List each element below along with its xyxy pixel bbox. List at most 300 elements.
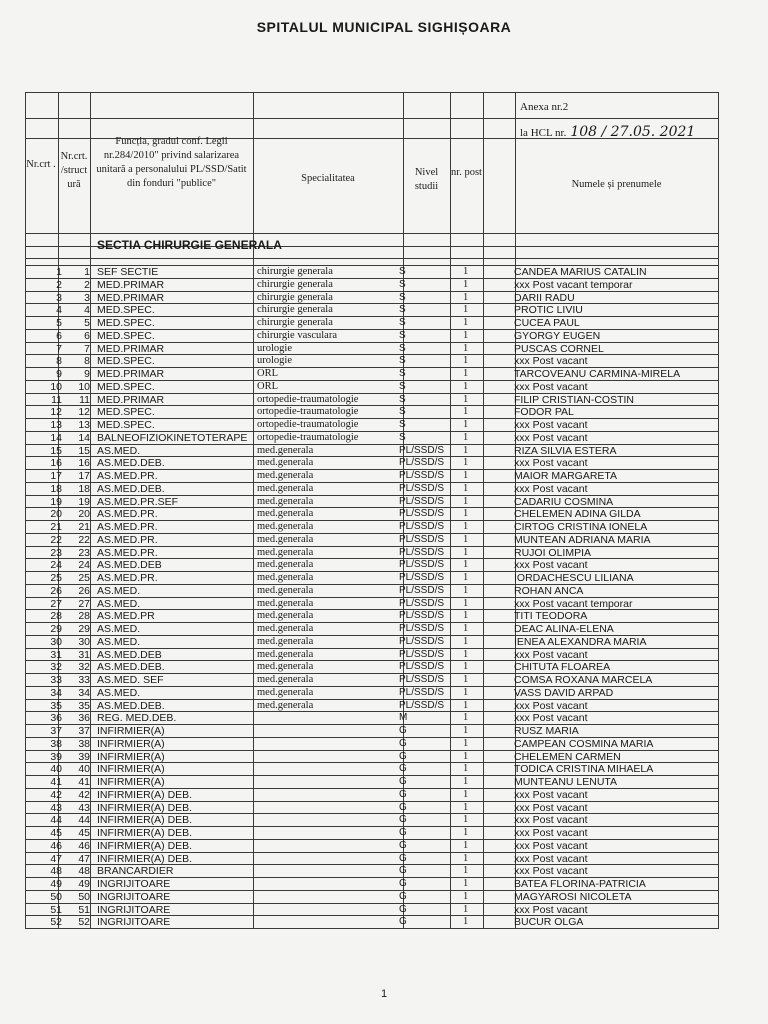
table-row <box>25 623 718 636</box>
nr-cell: 25 <box>50 572 62 584</box>
struct-nr-cell: 11 <box>79 393 90 406</box>
name-cell: BUCUR OLGA <box>514 916 584 929</box>
level-cell: G <box>399 890 407 902</box>
nr-cell: 14 <box>50 431 62 444</box>
table-row <box>25 649 718 662</box>
nr-cell: 34 <box>50 686 62 699</box>
level-cell: S <box>399 380 406 392</box>
name-cell: COMSA ROXANA MARCELA <box>514 674 653 686</box>
nr-cell: 10 <box>50 380 62 393</box>
level-cell: PL/SSD/S <box>399 559 445 571</box>
level-cell: PL/SSD/S <box>399 623 445 634</box>
post-count-cell: 1 <box>463 852 469 864</box>
struct-nr-cell: 24 <box>78 559 90 572</box>
grid-line <box>718 92 719 929</box>
post-count-cell: 1 <box>463 559 469 571</box>
function-cell: MED.SPEC. <box>97 329 155 342</box>
struct-nr-cell: 5 <box>84 317 90 329</box>
table-row <box>25 496 718 509</box>
level-cell: G <box>399 737 407 749</box>
function-cell: REG. MED.DEB. <box>97 712 177 725</box>
table-row <box>25 279 718 292</box>
level-cell: G <box>399 865 407 877</box>
struct-nr-cell: 43 <box>78 801 90 814</box>
table-row <box>25 547 718 560</box>
specialty-cell: med.generala <box>257 635 314 647</box>
level-cell: G <box>399 801 407 813</box>
struct-nr-cell: 35 <box>78 699 90 712</box>
level-cell: S <box>399 355 406 367</box>
post-count-cell: 1 <box>463 355 469 367</box>
name-cell: IORDACHESCU LILIANA <box>514 572 634 584</box>
table-row <box>25 610 718 623</box>
table-row <box>25 483 718 496</box>
struct-nr-cell: 28 <box>78 610 90 623</box>
specialty-cell: chirurgie generala <box>257 317 333 328</box>
function-cell: MED.PRIMAR <box>97 342 165 355</box>
level-cell: PL/SSD/S <box>399 661 445 673</box>
nr-cell: 47 <box>50 852 62 865</box>
function-cell: INFIRMIER(A) <box>97 763 165 776</box>
post-count-cell: 1 <box>463 470 469 481</box>
level-cell: PL/SSD/S <box>399 457 445 469</box>
post-count-cell: 1 <box>463 482 469 494</box>
function-cell: AS.MED.DEB. <box>97 457 165 470</box>
name-cell: xxx Post vacant temporar <box>514 597 633 610</box>
nr-cell: 45 <box>50 827 62 839</box>
level-cell: G <box>399 839 407 851</box>
function-cell: AS.MED.PR. <box>97 546 158 559</box>
name-cell: GYORGY EUGEN <box>514 329 601 342</box>
nr-cell: 28 <box>50 610 62 623</box>
name-cell: RUJOI OLIMPIA <box>514 546 592 559</box>
level-cell: S <box>399 317 406 328</box>
function-cell: AS.MED.PR. <box>97 470 158 482</box>
struct-nr-cell: 36 <box>78 712 90 725</box>
name-cell: CIRTOG CRISTINA IONELA <box>514 521 648 533</box>
struct-nr-cell: 25 <box>78 572 90 584</box>
nr-cell: 16 <box>50 457 62 470</box>
specialty-cell: med.generala <box>257 623 314 634</box>
table-row <box>25 368 718 381</box>
level-cell: PL/SSD/S <box>399 610 445 622</box>
struct-nr-cell: 15 <box>78 444 90 457</box>
name-cell: CHITUTA FLOAREA <box>514 661 611 674</box>
post-count-cell: 1 <box>463 368 469 379</box>
name-cell: CADARIU COSMINA <box>514 495 614 508</box>
post-count-cell: 1 <box>463 278 469 290</box>
function-cell: AS.MED. <box>97 623 141 635</box>
table-row <box>25 738 718 751</box>
header-nr-crt: Nr.crt . <box>26 159 56 170</box>
table-row <box>25 789 718 802</box>
table-row <box>25 725 718 738</box>
name-cell: DARII RADU <box>514 291 575 304</box>
grid-line <box>25 258 718 259</box>
nr-cell: 5 <box>56 317 62 329</box>
table-row <box>25 802 718 815</box>
function-cell: INFIRMIER(A) DEB. <box>97 801 193 814</box>
specialty-cell: med.generala <box>257 597 314 609</box>
page-number: 1 <box>380 988 388 1000</box>
post-count-cell: 1 <box>463 572 469 583</box>
struct-nr-cell: 52 <box>78 916 90 929</box>
name-cell: xxx Post vacant <box>514 431 588 444</box>
table-row <box>25 394 718 407</box>
level-cell: G <box>399 725 407 736</box>
nr-cell: 26 <box>50 584 62 597</box>
level-cell: PL/SSD/S <box>399 470 445 481</box>
name-cell: CHELEMEN CARMEN <box>514 750 621 763</box>
post-count-cell: 1 <box>463 648 469 660</box>
specialty-cell: med.generala <box>257 559 314 571</box>
specialty-cell: chirurgie generala <box>257 304 333 316</box>
struct-nr-cell: 42 <box>78 788 90 801</box>
post-count-cell: 1 <box>463 393 469 405</box>
function-cell: MED.SPEC. <box>97 317 155 329</box>
post-count-cell: 1 <box>463 623 469 634</box>
name-cell: xxx Post vacant <box>514 852 588 865</box>
post-count-cell: 1 <box>463 495 469 507</box>
struct-nr-cell: 40 <box>78 763 90 776</box>
specialty-cell: urologie <box>257 355 292 367</box>
nr-cell: 23 <box>50 546 62 559</box>
function-cell: AS.MED. <box>97 444 141 457</box>
nr-cell: 30 <box>50 635 62 648</box>
header-nr-post: nr. post <box>451 167 482 178</box>
level-cell: PL/SSD/S <box>399 495 445 507</box>
nr-cell: 15 <box>50 444 62 457</box>
post-count-cell: 1 <box>463 342 469 354</box>
nr-cell: 6 <box>56 329 62 342</box>
post-count-cell: 1 <box>463 546 469 558</box>
struct-nr-cell: 27 <box>78 597 90 610</box>
post-count-cell: 1 <box>463 890 469 902</box>
specialty-cell: med.generala <box>257 470 314 481</box>
table-row <box>25 598 718 611</box>
function-cell: INFIRMIER(A) <box>97 725 165 737</box>
table-row <box>25 700 718 713</box>
function-cell: INGRIJITOARE <box>97 903 171 916</box>
specialty-cell: med.generala <box>257 610 314 622</box>
level-cell: PL/SSD/S <box>399 686 445 698</box>
function-cell: AS.MED. <box>97 686 141 699</box>
function-cell: INFIRMIER(A) DEB. <box>97 827 193 839</box>
post-count-cell: 1 <box>463 903 469 915</box>
level-cell: S <box>399 406 406 418</box>
function-cell: AS.MED.DEB. <box>97 699 165 712</box>
level-cell: S <box>399 278 406 290</box>
function-cell: INGRIJITOARE <box>97 878 171 890</box>
post-count-cell: 1 <box>463 406 469 418</box>
post-count-cell: 1 <box>463 674 469 685</box>
struct-nr-cell: 33 <box>78 674 90 686</box>
name-cell: VASS DAVID ARPAD <box>514 686 614 699</box>
table-row <box>25 827 718 840</box>
name-cell: xxx Post vacant <box>514 865 588 878</box>
name-cell: xxx Post vacant <box>514 801 588 814</box>
struct-nr-cell: 49 <box>78 878 90 890</box>
name-cell: CANDEA MARIUS CATALIN <box>514 266 647 278</box>
grid-line <box>25 233 718 234</box>
struct-nr-cell: 9 <box>84 368 90 380</box>
post-count-cell: 1 <box>463 635 469 647</box>
specialty-cell: ORL <box>257 380 278 392</box>
specialty-cell: med.generala <box>257 495 314 507</box>
post-count-cell: 1 <box>463 827 469 838</box>
nr-cell: 20 <box>50 508 62 521</box>
table-row <box>25 534 718 547</box>
name-cell: xxx Post vacant <box>514 355 588 368</box>
nr-cell: 24 <box>50 559 62 572</box>
post-count-cell: 1 <box>463 304 469 316</box>
post-count-cell: 1 <box>463 916 469 928</box>
name-cell: xxx Post vacant <box>514 839 588 852</box>
struct-nr-cell: 38 <box>78 737 90 750</box>
table-row <box>25 853 718 866</box>
function-cell: MED.SPEC. <box>97 355 155 368</box>
table-row <box>25 585 718 598</box>
specialty-cell: med.generala <box>257 444 314 456</box>
name-cell: DEAC ALINA-ELENA <box>514 623 614 635</box>
function-cell: AS.MED.PR.SEF <box>97 495 179 508</box>
table-row <box>25 712 718 725</box>
name-cell: FODOR PAL <box>514 406 574 419</box>
specialty-cell: med.generala <box>257 482 314 494</box>
function-cell: MED.SPEC. <box>97 419 155 431</box>
post-count-cell: 1 <box>463 521 469 532</box>
specialty-cell: chirurgie generala <box>257 278 333 290</box>
name-cell: CHELEMEN ADINA GILDA <box>514 508 641 521</box>
table-row <box>25 432 718 445</box>
nr-cell: 38 <box>50 737 62 750</box>
function-cell: INGRIJITOARE <box>97 916 171 929</box>
function-cell: AS.MED. SEF <box>97 674 164 686</box>
nr-cell: 29 <box>50 623 62 635</box>
nr-cell: 8 <box>56 355 62 368</box>
specialty-cell: med.generala <box>257 457 314 469</box>
struct-nr-cell: 10 <box>78 380 90 393</box>
post-count-cell: 1 <box>463 801 469 813</box>
struct-nr-cell: 18 <box>78 482 90 495</box>
post-count-cell: 1 <box>463 865 469 877</box>
function-cell: INFIRMIER(A) DEB. <box>97 852 193 865</box>
struct-nr-cell: 13 <box>78 419 90 431</box>
table-row <box>25 865 718 878</box>
header-nr-struct: Nr.crt. /struct ură <box>60 151 88 190</box>
header-nivel-studii: Nivel studii <box>414 167 439 192</box>
struct-nr-cell: 22 <box>78 533 90 546</box>
function-cell: MED.SPEC. <box>97 304 155 317</box>
name-cell: BATEA FLORINA-PATRICIA <box>514 878 646 890</box>
function-cell: AS.MED.PR <box>97 610 155 623</box>
function-cell: AS.MED.PR. <box>97 521 158 533</box>
nr-cell: 35 <box>50 699 62 712</box>
level-cell: S <box>399 329 406 341</box>
function-cell: AS.MED.DEB <box>97 648 162 661</box>
post-count-cell: 1 <box>463 699 469 711</box>
function-cell: MED.PRIMAR <box>97 368 165 380</box>
table-row <box>25 891 718 904</box>
table-row <box>25 521 718 534</box>
struct-nr-cell: 19 <box>78 495 90 508</box>
post-count-cell: 1 <box>463 597 469 609</box>
struct-nr-cell: 45 <box>78 827 90 839</box>
nr-cell: 13 <box>50 419 62 431</box>
struct-nr-cell: 31 <box>78 648 90 661</box>
level-cell: S <box>399 342 406 354</box>
table-row <box>25 916 718 929</box>
struct-nr-cell: 6 <box>84 329 90 342</box>
name-cell: xxx Post vacant temporar <box>514 278 633 291</box>
nr-cell: 19 <box>50 495 62 508</box>
level-cell: S <box>399 304 406 316</box>
header-functia: Funcția, gradul conf. Legii nr.284/2010" privind salarizarea unitară a personalului PL/SSD/Satit din fonduri "publice" <box>96 136 247 189</box>
header-nume-prenume: Numele și prenumele <box>571 179 662 190</box>
name-cell: xxx Post vacant <box>514 457 588 470</box>
level-cell: G <box>399 903 407 915</box>
struct-nr-cell: 37 <box>78 725 90 737</box>
name-cell: PROTIC LIVIU <box>514 304 583 317</box>
function-cell: AS.MED. <box>97 635 141 648</box>
specialty-cell: med.generala <box>257 508 314 520</box>
function-cell: INFIRMIER(A) <box>97 776 165 788</box>
table-row <box>25 266 718 279</box>
table-row <box>25 292 718 305</box>
struct-nr-cell: 34 <box>78 686 90 699</box>
section-heading: SECTIA CHIRURGIE GENERALA <box>97 238 282 252</box>
name-cell: MUNTEANU LENUTA <box>514 776 618 788</box>
function-cell: AS.MED.PR. <box>97 533 158 546</box>
specialty-cell: med.generala <box>257 584 314 596</box>
post-count-cell: 1 <box>463 610 469 622</box>
level-cell: G <box>399 878 407 889</box>
function-cell: INFIRMIER(A) DEB. <box>97 839 193 852</box>
level-cell: PL/SSD/S <box>399 546 445 558</box>
level-cell: S <box>399 266 406 277</box>
name-cell: RIZA SILVIA ESTERA <box>514 444 617 457</box>
struct-nr-cell: 16 <box>78 457 90 470</box>
post-count-cell: 1 <box>463 712 469 724</box>
table-row <box>25 304 718 317</box>
function-cell: INFIRMIER(A) <box>97 750 165 763</box>
function-cell: MED.PRIMAR <box>97 393 165 406</box>
table-row <box>25 355 718 368</box>
function-cell: MED.PRIMAR <box>97 291 165 304</box>
struct-nr-cell: 29 <box>78 623 90 635</box>
level-cell: M <box>399 712 408 724</box>
struct-nr-cell: 30 <box>78 635 90 648</box>
function-cell: BRANCARDIER <box>97 865 174 878</box>
level-cell: G <box>399 814 407 826</box>
struct-nr-cell: 50 <box>78 890 90 903</box>
level-cell: PL/SSD/S <box>399 482 445 494</box>
table-row <box>25 343 718 356</box>
nr-cell: 21 <box>50 521 62 533</box>
nr-cell: 7 <box>56 342 62 355</box>
specialty-cell: ORL <box>257 368 278 379</box>
name-cell: xxx Post vacant <box>514 419 588 431</box>
name-cell: RUSZ MARIA <box>514 725 579 737</box>
nr-cell: 49 <box>50 878 62 890</box>
struct-nr-cell: 2 <box>84 278 90 291</box>
specialty-cell: med.generala <box>257 533 314 545</box>
struct-nr-cell: 46 <box>78 839 90 852</box>
nr-cell: 51 <box>50 903 62 916</box>
specialty-cell: med.generala <box>257 661 314 673</box>
nr-cell: 12 <box>50 406 62 419</box>
name-cell: xxx Post vacant <box>514 712 588 725</box>
specialty-cell: med.generala <box>257 674 314 685</box>
table-row <box>25 330 718 343</box>
level-cell: S <box>399 291 406 303</box>
struct-nr-cell: 47 <box>78 852 90 865</box>
name-cell: MAIOR MARGARETA <box>514 470 618 482</box>
function-cell: AS.MED. <box>97 597 141 610</box>
function-cell: SEF SECTIE <box>97 266 159 278</box>
post-count-cell: 1 <box>463 725 469 736</box>
nr-cell: 48 <box>50 865 62 878</box>
specialty-cell: med.generala <box>257 572 314 583</box>
table-row <box>25 674 718 687</box>
nr-cell: 4 <box>56 304 62 317</box>
nr-cell: 41 <box>50 776 62 788</box>
level-cell: PL/SSD/S <box>399 521 445 532</box>
name-cell: TODICA CRISTINA MIHAELA <box>514 763 654 776</box>
post-count-cell: 1 <box>463 750 469 762</box>
hcl-prefix: la HCL nr. <box>520 127 567 139</box>
post-count-cell: 1 <box>463 457 469 469</box>
nr-cell: 11 <box>51 393 62 406</box>
struct-nr-cell: 44 <box>78 814 90 827</box>
specialty-cell: ortopedie-traumatologie <box>257 419 359 430</box>
level-cell: PL/SSD/S <box>399 444 445 456</box>
nr-cell: 46 <box>50 839 62 852</box>
post-count-cell: 1 <box>463 317 469 328</box>
name-cell: MAGYAROSI NICOLETA <box>514 890 632 903</box>
header-specialitatea: Specialitatea <box>301 173 355 184</box>
grid-line <box>25 118 718 119</box>
level-cell: PL/SSD/S <box>399 597 445 609</box>
name-cell: xxx Post vacant <box>514 788 588 801</box>
function-cell: INGRIJITOARE <box>97 890 171 903</box>
specialty-cell: urologie <box>257 342 292 354</box>
struct-nr-cell: 26 <box>78 584 90 597</box>
post-count-cell: 1 <box>463 533 469 545</box>
name-cell: xxx Post vacant <box>514 380 588 393</box>
post-count-cell: 1 <box>463 431 469 443</box>
table-row <box>25 687 718 700</box>
struct-nr-cell: 20 <box>78 508 90 521</box>
post-count-cell: 1 <box>463 814 469 826</box>
table-row <box>25 470 718 483</box>
specialty-cell: ortopedie-traumatologie <box>257 393 359 405</box>
post-count-cell: 1 <box>463 686 469 698</box>
function-cell: INFIRMIER(A) DEB. <box>97 814 193 827</box>
level-cell: PL/SSD/S <box>399 572 445 583</box>
post-count-cell: 1 <box>463 839 469 851</box>
table-row <box>25 572 718 585</box>
struct-nr-cell: 1 <box>84 266 90 278</box>
post-count-cell: 1 <box>463 329 469 341</box>
post-count-cell: 1 <box>463 878 469 889</box>
table-row <box>25 559 718 572</box>
function-cell: MED.SPEC. <box>97 406 155 419</box>
function-cell: MED.SPEC. <box>97 380 155 393</box>
nr-cell: 27 <box>50 597 62 610</box>
post-count-cell: 1 <box>463 584 469 596</box>
struct-nr-cell: 41 <box>78 776 90 788</box>
